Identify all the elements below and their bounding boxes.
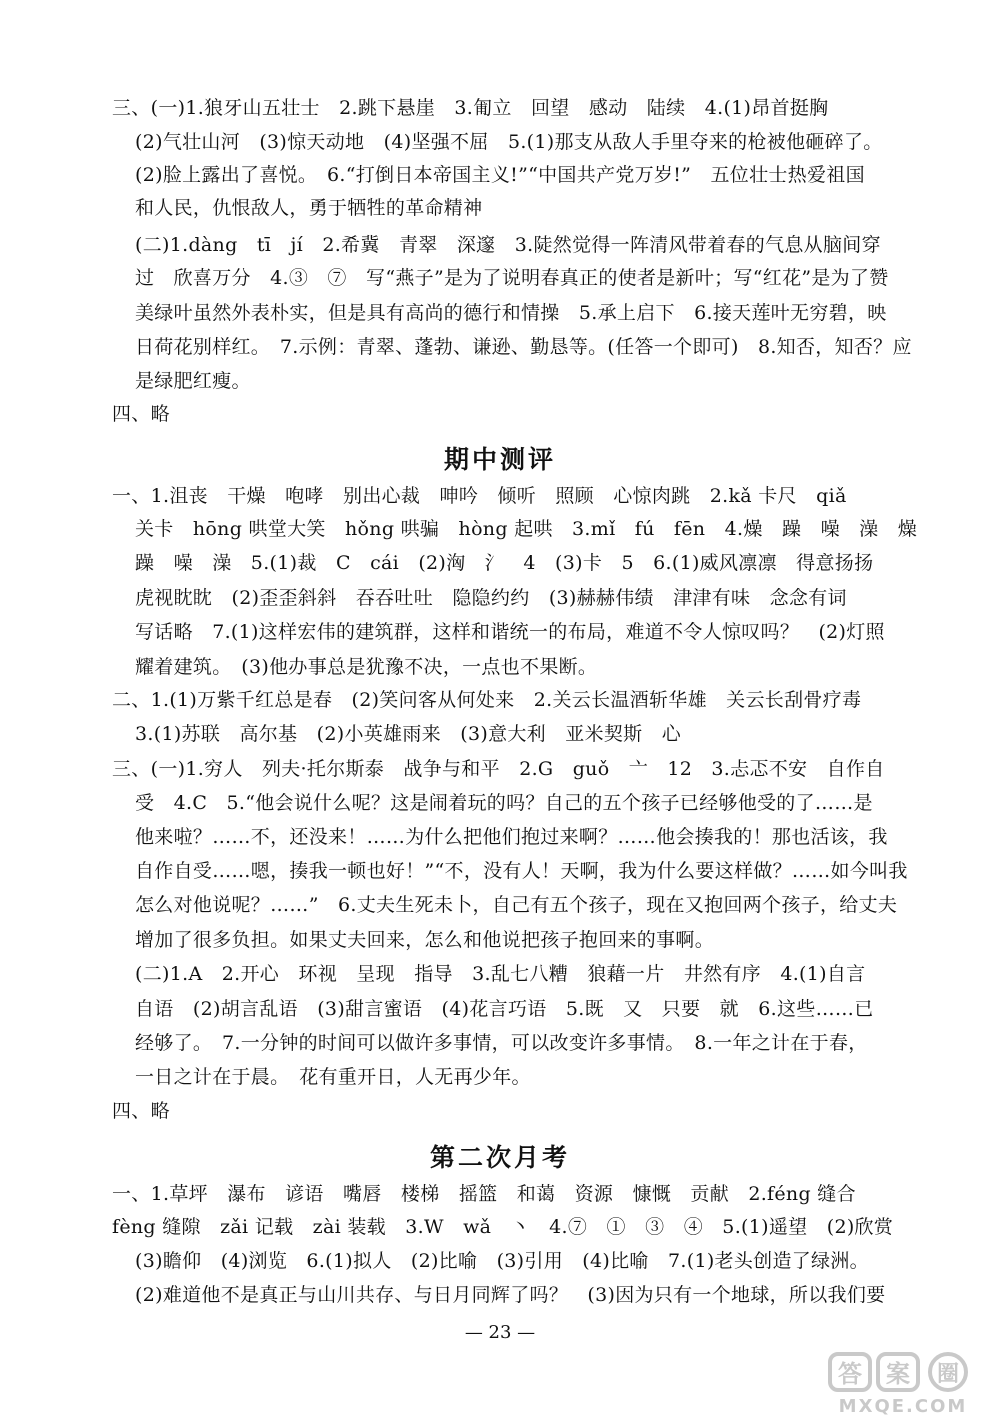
text-line: 躁 噪 澡 5.(1)裁 C cái (2)洶 氵 4 (3)卡 5 6.(1)威风凛凛 得意扬扬 [135,552,874,574]
section-heading: 第二次月考 [429,1143,570,1172]
text-line: 和人民，仇恨敌人，勇于牺牲的革命精神 [135,197,483,219]
text-line: fèng 缝隙 zǎi 记载 zài 装载 3.W wǎ 丶 4.⑦ ① ③ ④ 5.(1)遥望 (2)欣赏 [112,1216,894,1238]
text-line: 日荷花别样红。 7.示例：青翠、蓬勃、谦逊、勤恳等。(任答一个即可) 8.知否，知否？应 [135,336,912,358]
svg-text:答: 答 [838,1360,862,1388]
text-line: 3.(1)苏联 高尔基 (2)小英雄雨来 (3)意大利 亚米契斯 心 [135,723,682,745]
watermark-logo-icon [828,1352,988,1418]
text-line: 是绿肥红瘦。 [135,370,251,392]
text-line: 三、(一)1.穷人 列夫·托尔斯泰 战争与和平 2.G guǒ 亠 12 3.忐忑不安 自作自 [112,758,885,780]
text-line: 过 欣喜万分 4.③ ⑦ 写“燕子”是为了说明春真正的使者是新叶；写“红花”是为了赞 [135,267,889,289]
text-line: 虎视眈眈 (2)歪歪斜斜 吞吞吐吐 隐隐约约 (3)赫赫伟绩 津津有味 念念有词 [135,587,847,609]
text-line: (2)难道他不是真正与山川共存、与日月同辉了吗？ (3)因为只有一个地球，所以我们要 [135,1284,886,1306]
text-line: (3)瞻仰 (4)浏览 6.(1)拟人 (2)比喻 (3)引用 (4)比喻 7.(1)老头创造了绿洲。 [135,1250,869,1272]
text-line: 经够了。 7.一分钟的时间可以做许多事情，可以改变许多事情。 8.一年之计在于春， [135,1032,868,1054]
text-line: 增加了很多负担。如果丈夫回来，怎么和他说把孩子抱回来的事啊。 [135,929,715,951]
text-line: 自语 (2)胡言乱语 (3)甜言蜜语 (4)花言巧语 5.既 又 只要 就 6.这些……已 [135,998,874,1020]
text-line: (二)1.A 2.开心 环视 呈现 指导 3.乱七八糟 狼藉一片 井然有序 4.(1)自言 [135,963,866,985]
text-line: 耀着建筑。 (3)他办事总是犹豫不决，一点也不果断。 [135,656,598,678]
svg-text:案: 案 [886,1360,910,1388]
text-line: 美绿叶虽然外表朴实，但是具有高尚的德行和情操 5.承上启下 6.接天莲叶无穷碧，映 [135,302,887,324]
text-line: (2)气壮山河 (3)惊天动地 (4)坚强不屈 5.(1)那支从敌人手里夺来的枪被他砸碎了。 [135,131,883,153]
text-line: 写话略 7.(1)这样宏伟的建筑群，这样和谐统一的布局，难道不令人惊叹吗？ (2)灯照 [135,621,885,643]
page-number: — 23 — [464,1322,536,1343]
text-line: 三、(一)1.狼牙山五壮士 2.跳下悬崖 3.匍立 回望 感动 陆续 4.(1)昂首挺胸 [112,97,829,119]
text-line: 一、1.沮丧 干燥 咆哮 别出心裁 呻吟 倾听 照顾 心惊肉跳 2.kǎ 卡尺 qiǎ [112,485,847,507]
text-line: 一日之计在于晨。 花有重开日，人无再少年。 [135,1066,531,1088]
svg-text:圈: 圈 [936,1362,960,1387]
watermark-logo [828,1352,988,1418]
text-line: 四、略 [112,403,170,425]
text-line: (2)脸上露出了喜悦。 6.“打倒日本帝国主义!”“中国共产党万岁!” 五位壮士热爱祖国 [135,164,865,186]
text-line: 一、1.草坪 瀑布 谚语 嘴唇 楼梯 摇篮 和蔼 资源 慷慨 贡献 2.féng 缝合 [112,1183,856,1205]
text-line: 他来啦？……不，还没来！……为什么把他们抱过来啊？……他会揍我的！那也活该，我 [135,826,888,848]
text-line: 自作自受……嗯，揍我一顿也好！”“不，没有人！天啊，我为什么要这样做？……如今叫我 [135,860,908,882]
text-line: 受 4.C 5.“他会说什么呢？这是闹着玩的吗？自己的五个孩子已经够他受的了……是 [135,792,873,814]
svg-text:MXQE.COM: MXQE.COM [838,1396,968,1417]
text-line: 关卡 hōng 哄堂大笑 hǒng 哄骗 hòng 起哄 3.mǐ fú fēn 4.燥 躁 噪 澡 燥 [135,518,918,540]
text-line: 怎么对他说呢？……” 6.丈夫生死未卜，自己有五个孩子，现在又抱回两个孩子，给丈夫 [135,894,898,916]
text-line: (二)1.dàng tī jí 2.希冀 青翠 深邃 3.陡然觉得一阵清风带着春的气息从脑间穿 [135,234,881,256]
text-line: 二、1.(1)万紫千红总是春 (2)笑问客从何处来 2.关云长温酒斩华雄 关云长刮骨疗毒 [112,689,862,711]
text-line: 四、略 [112,1100,170,1122]
section-heading: 期中测评 [443,445,556,474]
